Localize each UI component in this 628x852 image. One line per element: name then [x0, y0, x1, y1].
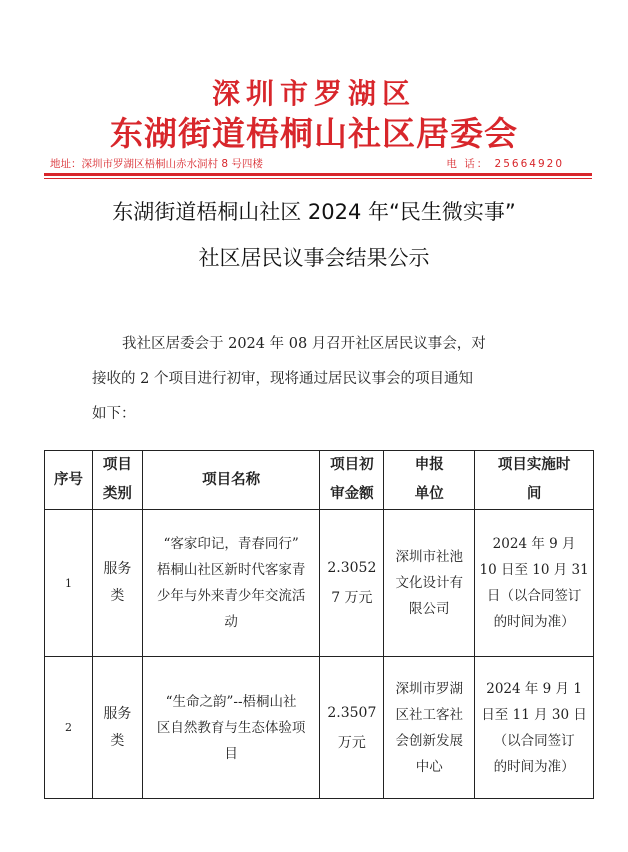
row-amount: [320, 657, 384, 799]
cell-line: 梧桐山社区新时代客家青: [156, 562, 306, 578]
cell-line: 区社工客社: [395, 706, 464, 723]
cell-line: 项目名称: [202, 471, 261, 488]
cell-line: 的时间为准）: [493, 614, 575, 630]
cell-line: 文化设计有: [395, 575, 464, 591]
cell-line: 类别: [102, 486, 132, 502]
cell-line: 单位: [414, 486, 444, 502]
cell-line: 动: [224, 614, 238, 630]
header-time: [475, 451, 594, 510]
letterhead-district: 深圳市罗湖区: [211, 77, 416, 110]
letterhead-divider-thick: [44, 173, 592, 176]
cell-line: 日（以合同签订: [486, 588, 582, 604]
table-row: [45, 657, 594, 799]
cell-line: 申报: [414, 457, 444, 473]
cell-line: 2024 年 9 月: [492, 536, 576, 552]
project-table: [44, 450, 594, 799]
row-seq: 2: [45, 657, 93, 799]
cell-line: 中心: [415, 758, 443, 775]
cell-line: 项目: [102, 457, 132, 473]
cell-line: 深圳市社池: [395, 549, 464, 565]
cell-line: 项目实施时: [497, 457, 571, 473]
cell-line: 类: [110, 588, 125, 604]
cell-line: 项目初: [330, 457, 374, 473]
row-amount: [320, 510, 384, 657]
letterhead-org-name: 东湖街道梧桐山社区居委会: [110, 114, 518, 153]
cell-line: 限公司: [409, 601, 450, 617]
cell-line: 的时间为准）: [493, 758, 575, 775]
table-row: [45, 510, 594, 657]
header-name: [142, 451, 320, 510]
document-title-line2: 社区居民议事会结果公示: [198, 246, 430, 270]
row-period: [475, 657, 594, 799]
cell-line: 少年与外来青少年交流活: [156, 588, 306, 604]
row-category: [92, 510, 142, 657]
cell-line: 会创新发展: [395, 732, 464, 749]
cell-line: 深圳市罗湖: [395, 680, 464, 697]
cell-line: （以合同签订: [493, 732, 575, 749]
intro-line: 接收的 2 个项目进行初审，现将通过居民议事会的项目通知: [92, 371, 473, 387]
row-seq: 1: [45, 510, 93, 657]
table-header-row: [45, 451, 594, 510]
cell-line: 2024 年 9 月 1: [486, 680, 582, 697]
cell-line: “客家印记，青春同行”: [163, 536, 299, 552]
cell-line: 目: [224, 745, 238, 762]
cell-line: 10 日至 10 月 31: [479, 562, 589, 578]
intro-line: 如下：: [92, 406, 136, 422]
cell-line: 万元: [337, 734, 366, 751]
cell-line: “生命之韵”--梧桐山社: [165, 693, 297, 710]
cell-line: 审金额: [330, 486, 374, 502]
header-category: [92, 451, 142, 510]
intro-paragraph: [92, 327, 552, 432]
cell-line: 区自然教育与生态体验项: [156, 719, 306, 736]
cell-line: 7 万元: [331, 590, 373, 606]
cell-line: 服务: [103, 705, 132, 722]
letterhead-divider-thin: [44, 178, 592, 179]
cell-line: 服务: [103, 561, 132, 577]
cell-line: 2.3052: [327, 560, 377, 576]
cell-line: 日至 11 月 30 日: [481, 706, 587, 723]
row-period: [475, 510, 594, 657]
letterhead-address: 地址：深圳市罗湖区梧桐山赤水洞村 8 号四楼: [50, 158, 263, 170]
row-applicant: [384, 657, 475, 799]
cell-line: 类: [110, 732, 125, 749]
header-amount: [320, 451, 384, 510]
document-title-line1: 东湖街道梧桐山社区 2024 年“民生微实事”: [112, 200, 516, 224]
header-unit: [384, 451, 475, 510]
intro-line: 我社区居委会于 2024 年 08 月召开社区居民议事会，对: [122, 336, 486, 352]
header-seq: [45, 451, 93, 510]
row-project-name: [142, 510, 320, 657]
row-category: [92, 657, 142, 799]
cell-line: 间: [526, 486, 542, 502]
cell-line: 序号: [53, 471, 83, 488]
letterhead-phone: 电 话： 25664920: [446, 158, 564, 170]
row-applicant: [384, 510, 475, 657]
row-project-name: [142, 657, 320, 799]
cell-line: 2.3507: [327, 704, 377, 721]
